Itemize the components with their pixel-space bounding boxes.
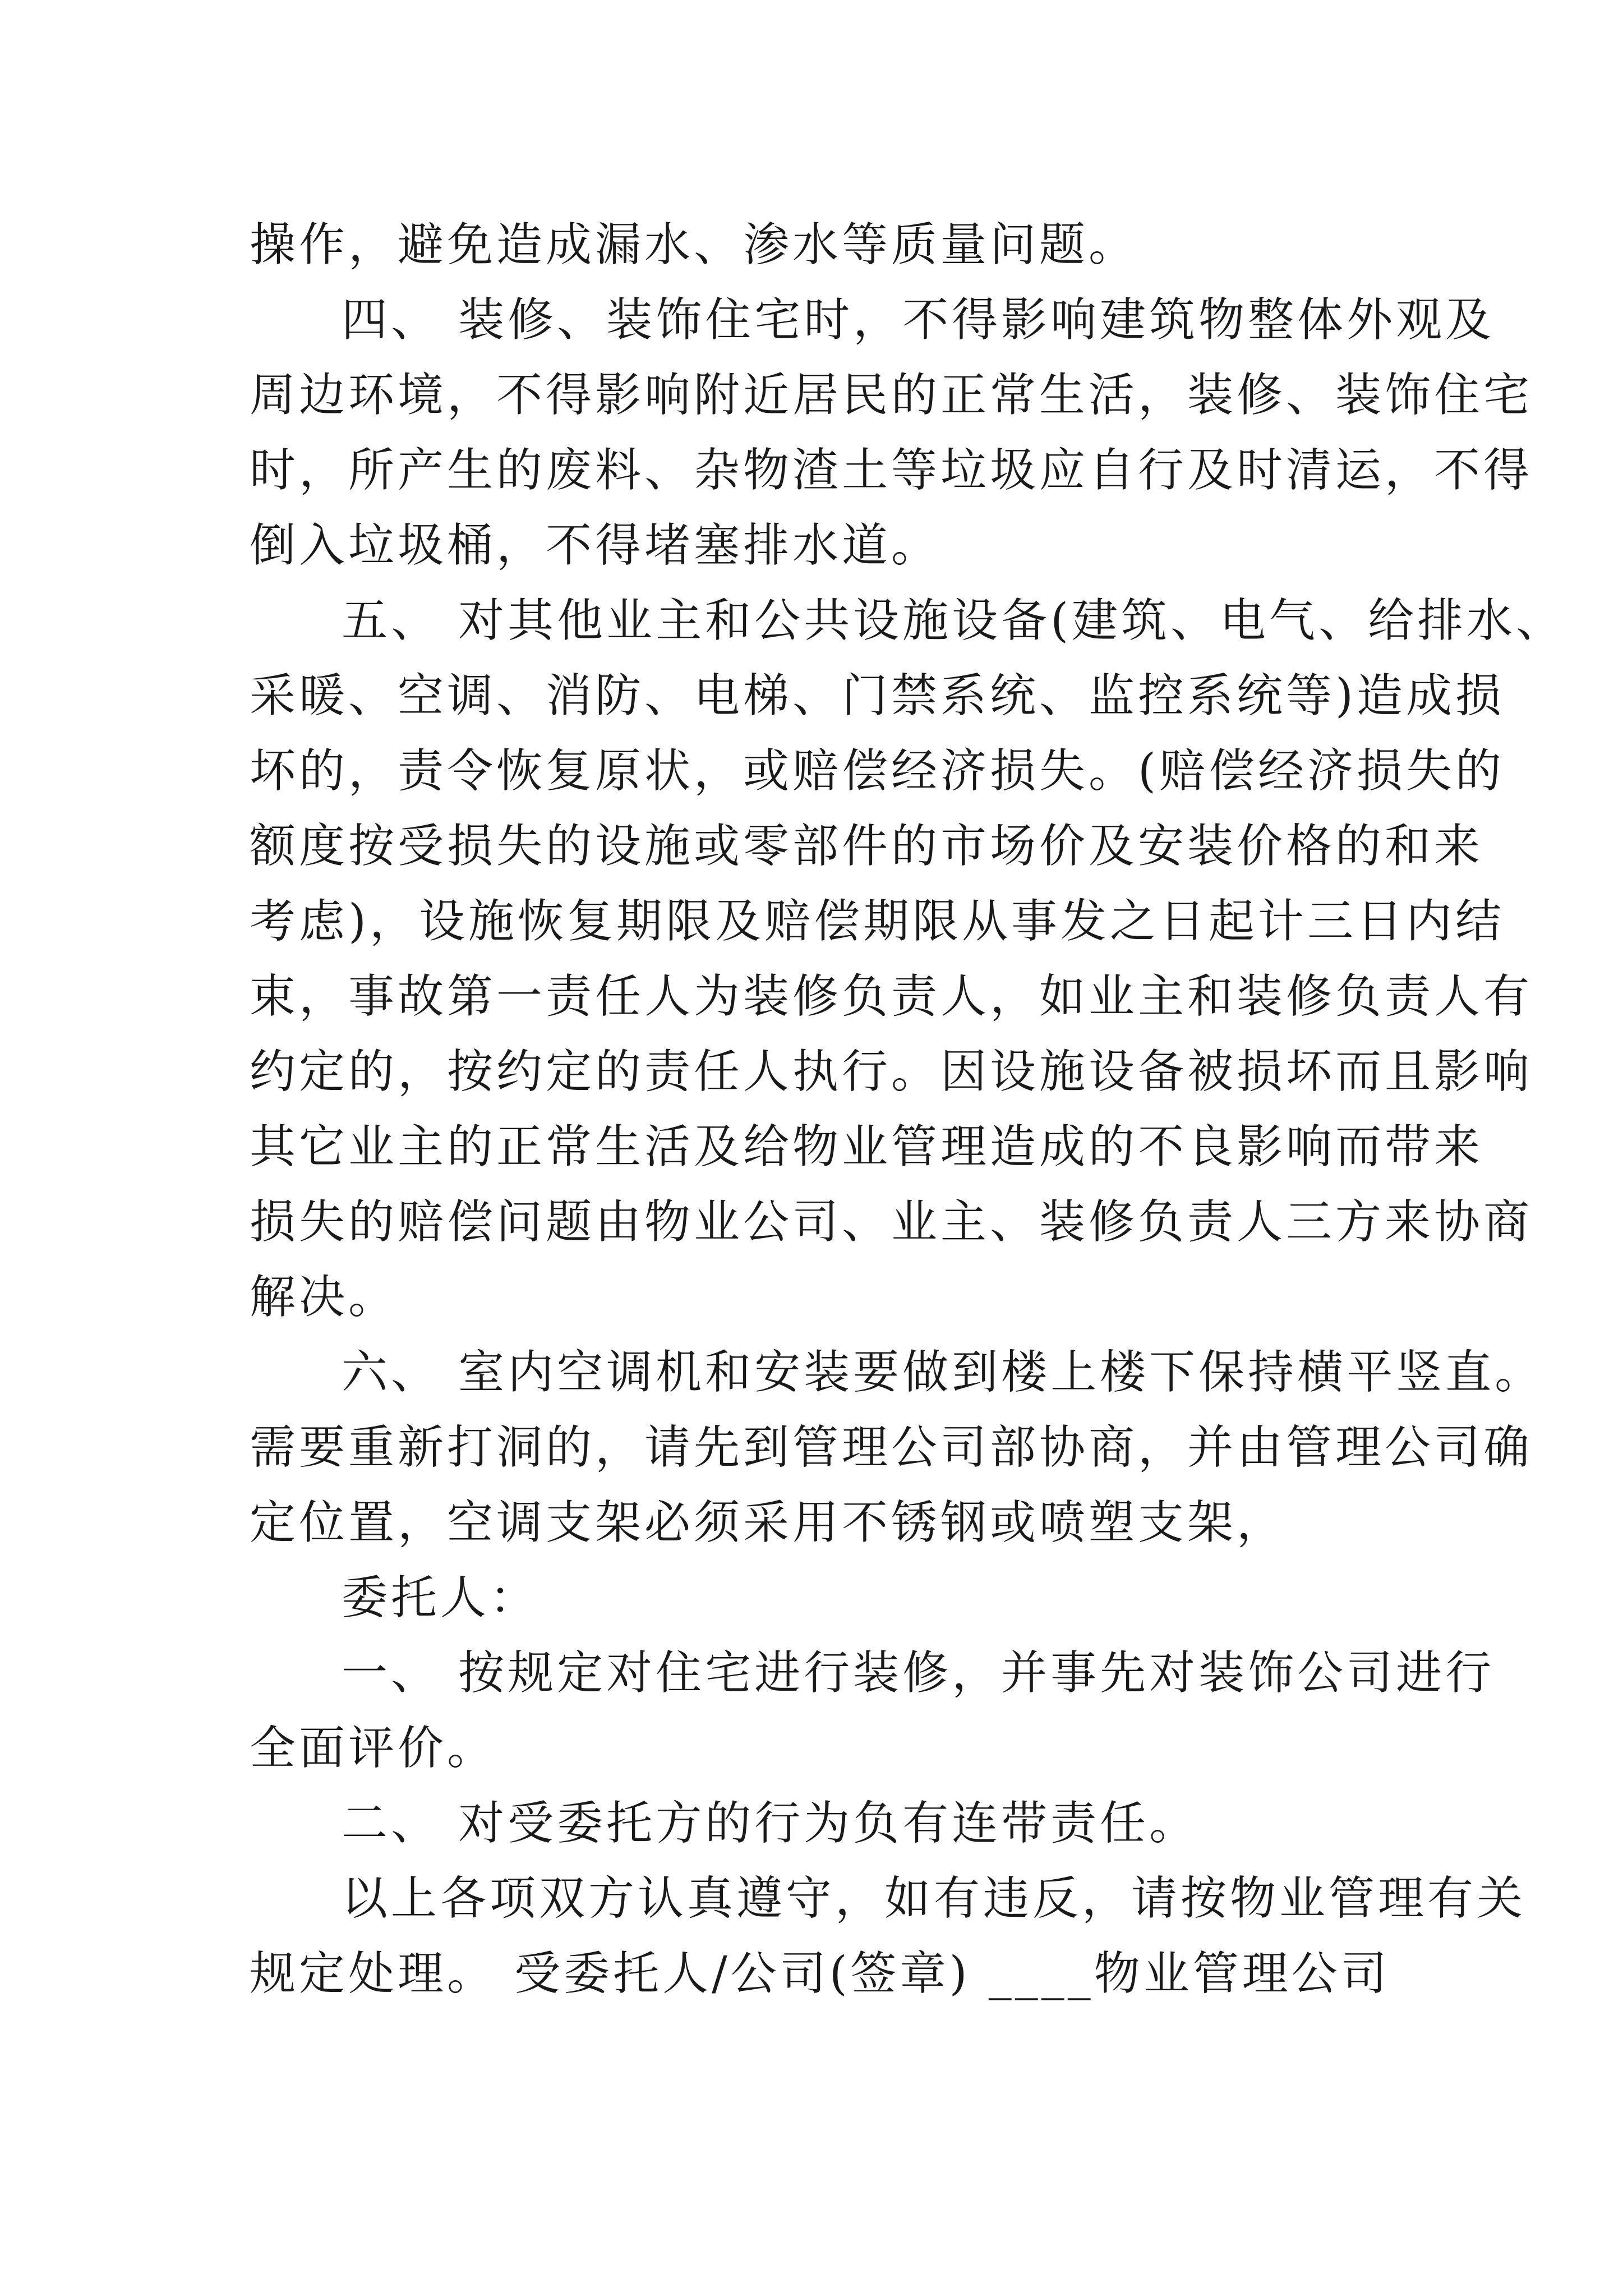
text-line: 委托人：: [342, 1571, 540, 1625]
paragraph-clause-5: [250, 583, 1566, 1335]
text-line: 四、 装修、装饰住宅时，不得影响建筑物整体外观及: [342, 293, 1495, 347]
text-line: 采暖、空调、消防、电梯、门禁系统、监控系统等)造成损: [250, 669, 1505, 723]
text-line: 二、 对受委托方的行为负有连带责任。: [342, 1797, 1199, 1850]
text-line: 五、 对其他业主和公共设施设备(建筑、电气、给排水、: [342, 594, 1566, 647]
text-line: 约定的，按约定的责任人执行。因设施设备被损坏而且影响: [250, 1045, 1533, 1098]
paragraph-closing: [250, 1861, 1527, 2012]
text-line: 倒入垃圾桶，不得堵塞排水道。: [250, 519, 941, 572]
paragraph-clause-6: [250, 1335, 1544, 1561]
text-line: 损失的赔偿问题由物业公司、业主、装修负责人三方来协商: [250, 1195, 1533, 1249]
text-line: 六、 室内空调机和安装要做到楼上楼下保持横平竖直。: [342, 1346, 1544, 1399]
text-line: 额度按受损失的设施或零部件的市场价及安装价格的和来: [250, 820, 1484, 873]
paragraph-continuation: [250, 208, 1427, 283]
text-line: 考虑)，设施恢复期限及赔偿期限从事发之日起计三日内结: [250, 895, 1505, 948]
text-line: 时，所产生的废料、杂物渣土等垃圾应自行及时清运，不得: [250, 444, 1533, 497]
paragraph-principal-item-2: [250, 1786, 1427, 1861]
text-line: 需要重新打洞的，请先到管理公司部协商，并由管理公司确: [250, 1421, 1533, 1474]
text-line: 全面评价。: [250, 1722, 497, 1775]
text-line: 一、 按规定对住宅进行装修，并事先对装饰公司进行: [342, 1646, 1495, 1700]
text-line: 定位置，空调支架必须采用不锈钢或喷塑支架，: [250, 1496, 1287, 1549]
text-line: 操作，避免造成漏水、渗水等质量问题。: [250, 218, 1138, 272]
text-line: 坏的，责令恢复原状，或赔偿经济损失。(赔偿经济损失的: [250, 744, 1505, 798]
paragraph-principal-item-1: [250, 1636, 1495, 1786]
text-line: 其它业主的正常生活及给物业管理造成的不良影响而带来: [250, 1120, 1484, 1174]
text-line: 束，事故第一责任人为装修负责人，如业主和装修负责人有: [250, 970, 1533, 1023]
document-body: [250, 208, 1566, 2012]
paragraph-principal-heading: [250, 1561, 1427, 1636]
text-line: 周边环境，不得影响附近居民的正常生活，装修、装饰住宅: [250, 369, 1533, 422]
paragraph-clause-4: [250, 283, 1533, 583]
text-line: 以上各项双方认真遵守，如有违反，请按物业管理有关: [342, 1872, 1527, 1925]
text-line: 解决。: [250, 1271, 398, 1324]
text-line-signature: 规定处理。 受委托人/公司(签章) ____物业管理公司: [250, 1947, 1390, 2000]
